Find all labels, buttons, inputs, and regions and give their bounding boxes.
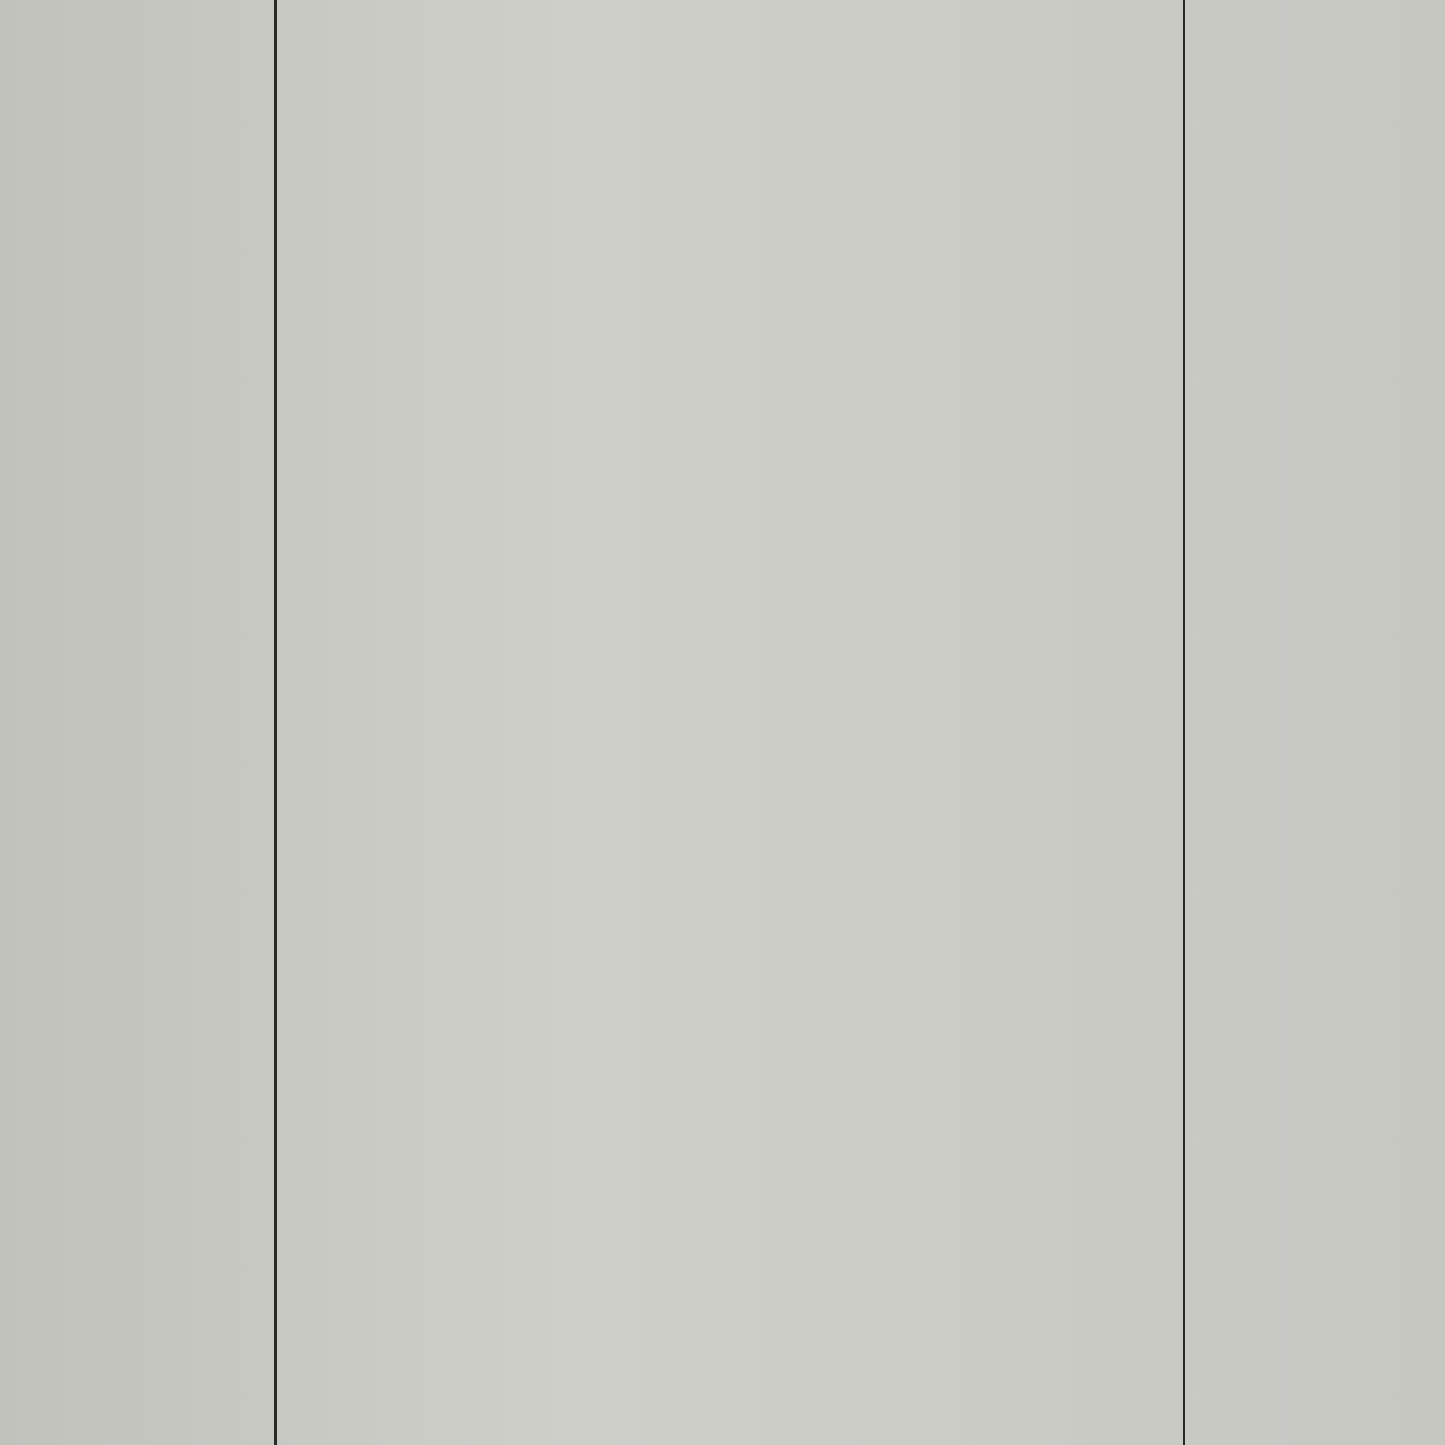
column-rule-left xyxy=(274,0,277,1445)
column-rule-right xyxy=(1183,0,1185,1445)
